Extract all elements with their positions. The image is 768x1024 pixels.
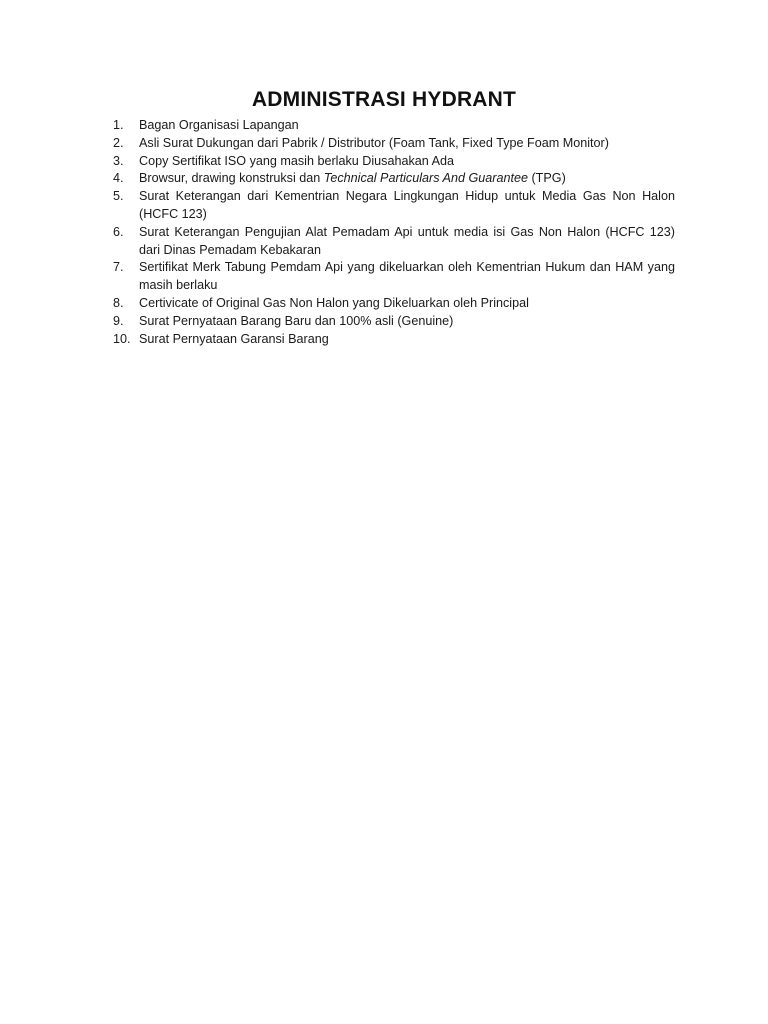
list-item-text-end: (TPG) [527,171,566,186]
list-item-number: 5. [113,189,124,204]
list-item-number: 3. [113,153,124,168]
list-item-number: 8. [113,295,124,310]
document-title: ADMINISTRASI HYDRANT [251,88,517,111]
list-item-number: 4. [113,171,124,186]
list-item-text-italic: Technical Particulars And Guarantee [323,171,528,186]
list-item [113,313,675,331]
list-item-number: 10. [113,331,131,346]
list-item-number: 2. [113,135,124,150]
list-item [113,295,675,313]
list-item-number: 9. [113,313,124,328]
list-item-text: Bagan Organisasi Lapangan [139,118,299,132]
list-item [113,170,675,188]
list-item-text: Surat Pernyataan Barang Baru dan 100% asli (Genuine) [139,313,454,328]
list-item [113,259,675,295]
list-item-text: Surat Pernyataan Garansi Barang [139,331,329,346]
list-item [113,135,675,153]
list-item [113,117,675,135]
list-item-text: Certivicate of Original Gas Non Halon yang Dikeluarkan oleh Principal [139,295,529,310]
list-item-text: Sertifikat Merk Tabung Pemdam Api yang dikeluarkan oleh Kementrian Hukum dan HAM yang masih berlaku [139,260,675,293]
list-item-number: 6. [113,224,124,239]
list-item-text-start: Browsur, drawing konstruksi dan [139,171,324,186]
list-item-text: Asli Surat Dukungan dari Pabrik / Distributor (Foam Tank, Fixed Type Foam Monitor) [139,135,609,150]
list-item [113,224,675,260]
list-item [113,331,675,349]
list-item-number: 7. [113,260,124,275]
requirements-list [113,117,675,348]
list-item-text: Surat Keterangan dari Kementrian Negara Lingkungan Hidup untuk Media Gas Non Halon (HCFC 123) [139,189,675,221]
list-item-text: Surat Keterangan Pengujian Alat Pemadam Api untuk media isi Gas Non Halon (HCFC 123) dari Dinas Pemadam Kebakaran [139,224,675,257]
list-item-text: Copy Sertifikat ISO yang masih berlaku Diusahakan Ada [139,153,455,168]
list-item [113,188,675,224]
list-item-number: 1. [113,118,124,132]
list-item [113,153,675,171]
